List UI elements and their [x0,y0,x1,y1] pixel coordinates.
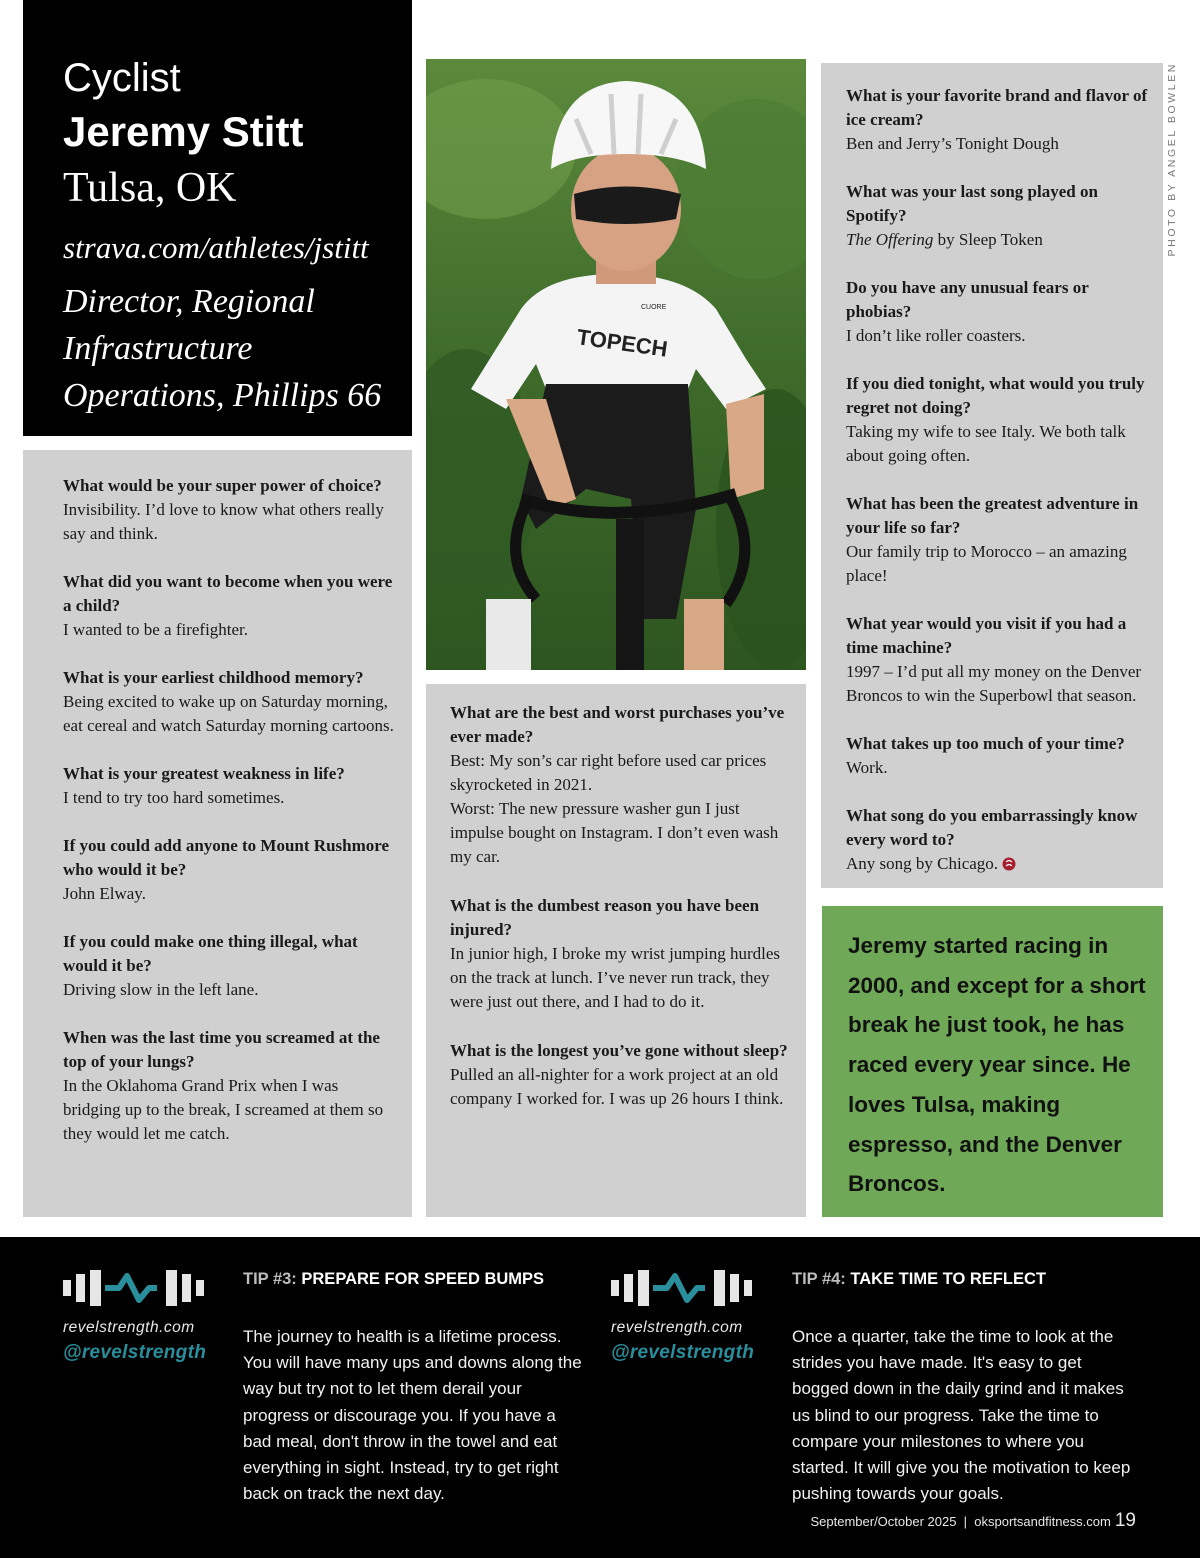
logo-handle[interactable]: @revelstrength [611,1342,755,1363]
profile-url[interactable]: strava.com/athletes/jstitt [63,230,369,265]
callout-box [822,906,1163,1217]
revel-logo-1[interactable] [63,1270,238,1364]
qa-box-right [821,63,1163,888]
answer [846,852,1151,876]
question: What would be your super power of choice? [63,476,382,495]
footer-tips [0,1237,1200,1558]
question: What is your earliest childhood memory? [63,668,364,687]
profile-sport: Cyclist [63,56,181,100]
photo-credit [1166,62,1182,262]
qa-item [63,762,400,810]
answer: Ben and Jerry’s Tonight Dough [846,134,1059,153]
tip-number: TIP #4: [792,1270,851,1288]
logo-url[interactable]: revelstrength.com [611,1319,743,1336]
tip-heading [792,1268,1137,1290]
profile-city: Tulsa, OK [63,165,237,211]
tip-4 [792,1268,1137,1507]
question: Do you have any unusual fears or phobias? [846,278,1089,321]
answer: Work. [846,758,888,777]
revel-logo-icon [611,1270,763,1306]
qa-item [846,804,1151,876]
qa-item [846,372,1151,468]
qa-item [63,666,400,738]
answer-text: Any song by Chicago. [846,854,999,873]
jersey-text: TOPECH [575,324,670,362]
answer: 1997 – I’d put all my money on the Denver Broncos to win the Superbowl that season. [846,662,1142,705]
qa-item [63,834,400,906]
logo-handle[interactable]: @revelstrength [63,1342,207,1363]
question: What has been the greatest adventure in your life so far? [846,494,1139,537]
page-number: 19 [1114,1510,1136,1531]
qa-item [846,180,1151,252]
qa-item [63,474,400,546]
qa-item [450,894,792,1014]
qa-item [63,570,400,642]
answer: Worst: The new pressure washer gun I just impulse bought on Instagram. I don’t even wash my car. [450,799,779,866]
answer: I don’t like roller coasters. [846,326,1026,345]
tip-body: The journey to health is a lifetime process. You will have many ups and downs along the way but try not to let them derail your progress or discourage you. If you have a bad meal, don't throw in the towel and eat everything in sight. Instead, try to get right back on track the next day. [243,1327,582,1504]
answer [846,228,1151,252]
answer: John Elway. [63,884,146,903]
end-mark-icon [1002,857,1016,871]
answer: In junior high, I broke my wrist jumping hurdles on the track at lunch. I’ve never run track, they were just out there, and I had to do it. [450,944,781,1011]
cyclist-photo [426,59,806,670]
song-title: The Offering [846,230,934,249]
profile-job-title: Director, Regional Infrastructure Operations, Phillips 66 [63,283,382,414]
answer: I wanted to be a firefighter. [63,620,249,639]
answer: Our family trip to Morocco – an amazing place! [846,542,1127,585]
issue-info: September/October 2025 | oksportsandfitness.com [810,1514,1111,1529]
qa-item [846,612,1151,708]
qa-item [63,930,400,1002]
revel-logo-icon [63,1270,215,1306]
answer: In the Oklahoma Grand Prix when I was bridging up to the break, I screamed at them so they would let me catch. [63,1076,384,1143]
answer: I tend to try too hard sometimes. [63,788,285,807]
photo-credit-text: PHOTO BY ANGEL BOWLEN [1166,62,1178,257]
question: What is the dumbest reason you have been injured? [450,896,760,939]
jersey-brand-text: CUORE [641,304,667,311]
question: What year would you visit if you had a time machine? [846,614,1127,657]
tip-body: Once a quarter, take the time to look at the strides you have made. It's easy to get bogged down in the daily grind and it makes us blind to our progress. Take the time to compare your milestones to where you started. It will give you the motivation to keep pushing towards your goals. [792,1327,1131,1504]
question: What is your favorite brand and flavor of ice cream? [846,86,1148,129]
page-footer [810,1510,1136,1532]
question: What song do you embarrassingly know every word to? [846,806,1138,849]
question: If you could make one thing illegal, what would it be? [63,932,358,975]
song-artist: by Sleep Token [933,230,1043,249]
question: If you could add anyone to Mount Rushmore who would it be? [63,836,390,879]
question: When was the last time you screamed at the top of your lungs? [63,1028,380,1071]
tip-number: TIP #3: [243,1270,302,1288]
profile-header [23,0,412,436]
logo-url[interactable]: revelstrength.com [63,1319,195,1336]
qa-item [63,1026,400,1146]
answer: Invisibility. I’d love to know what others really say and think. [63,500,384,543]
profile-name: Jeremy Stitt [63,108,304,155]
question: What is the longest you’ve gone without sleep? [450,1041,788,1060]
tip-title: PREPARE FOR SPEED BUMPS [301,1270,545,1288]
revel-logo-2[interactable] [611,1270,786,1364]
answer: Pulled an all-nighter for a work project at an old company I worked for. I was up 26 hours I think. [450,1065,784,1108]
qa-box-middle [426,684,806,1217]
qa-item [450,701,792,869]
question: If you died tonight, what would you truly regret not doing? [846,374,1145,417]
question: What is your greatest weakness in life? [63,764,345,783]
qa-item [846,276,1151,348]
qa-item [846,492,1151,588]
answer: Best: My son’s car right before used car prices skyrocketed in 2021. [450,751,767,794]
qa-item [450,1039,792,1111]
question: What was your last song played on Spotify? [846,182,1098,225]
qa-item [846,84,1151,156]
answer: Being excited to wake up on Saturday morning, eat cereal and watch Saturday morning cartoons. [63,692,394,735]
qa-box-left [23,450,412,1217]
qa-item [846,732,1151,780]
callout-text: Jeremy started racing in 2000, and except for a short break he just took, he has raced every year since. He loves Tulsa, making espresso, and the Denver Broncos. [848,933,1146,1197]
answer: Driving slow in the left lane. [63,980,259,999]
tip-title: TAKE TIME TO REFLECT [850,1270,1046,1288]
question: What takes up too much of your time? [846,734,1125,753]
question: What are the best and worst purchases you’ve ever made? [450,703,785,746]
question: What did you want to become when you were a child? [63,572,393,615]
answer: Taking my wife to see Italy. We both talk about going often. [846,422,1126,465]
tip-heading [243,1268,588,1290]
tip-3 [243,1268,588,1507]
